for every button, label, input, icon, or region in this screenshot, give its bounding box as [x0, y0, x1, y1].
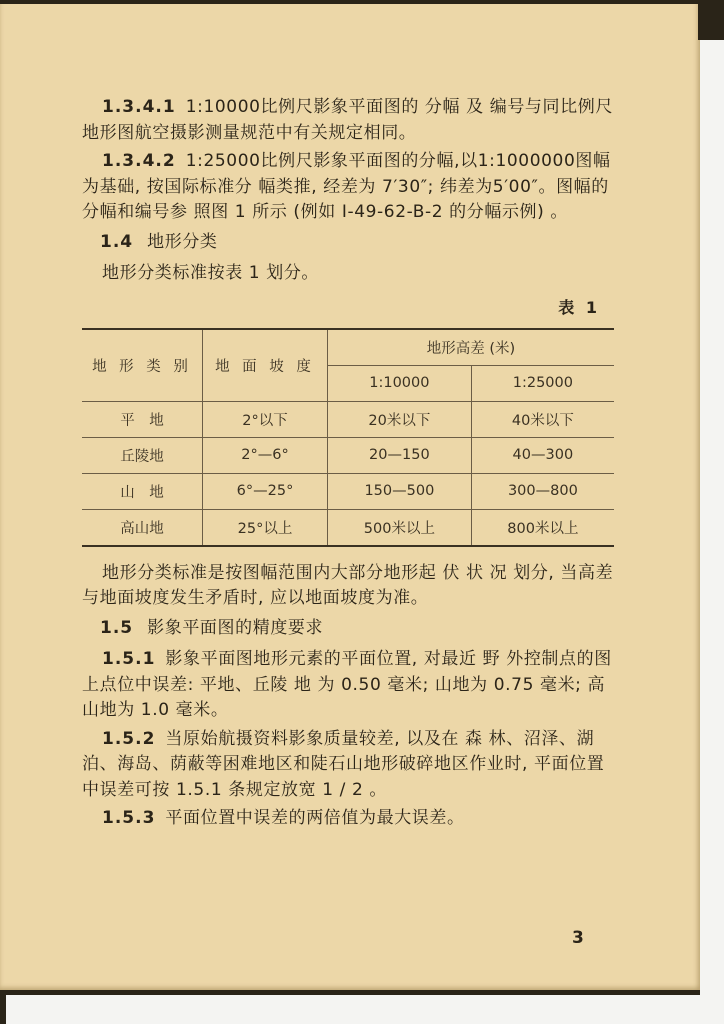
cell-diff-25000: 300—800 [471, 473, 614, 509]
clause-number: 1.5.2 [102, 728, 156, 749]
classification-note-paragraph: 地形分类标准是按图幅范围内大部分地形起 伏 状 况 划分, 当高差与地面坡度发生矛盾时, 应以地面坡度为准。 [82, 562, 614, 608]
clause-number: 1.3.4.1 [102, 97, 176, 117]
section-number: 1.4 [100, 231, 134, 252]
section-heading-1-5 [100, 616, 614, 642]
section-title: 影象平面图的精度要求 [147, 617, 324, 638]
clause-1-5-2 [82, 727, 614, 804]
clause-text: 影象平面图地形元素的平面位置, 对最近 野 外控制点的图上点位中误差: 平地、丘陵 地 为 0.50 毫米; 山地为 0.75 毫米; 高山地为 1.0 毫米。 [82, 649, 612, 720]
clause-number: 1.5.3 [102, 808, 156, 828]
clause-text: 当原始航摄资料影象质量较差, 以及在 森 林、沼泽、湖泊、海岛、荫蔽等困难地区和陡石山地形破碎地区作业时, 平面位置中误差可按 1.5.1 条规定放宽 1 / 2 。 [82, 728, 605, 800]
clause-text: 1:25000比例尺影象平面图的分幅,以1:1000000图幅为基础, 按国际标准分 幅类推, 经差为 7′30″; 纬差为5′00″。图幅的分幅和编号参 照图 1 所示 (例如 I-49-62-B-2 的分幅示例) 。 [82, 151, 611, 222]
cell-slope: 25°以上 [203, 509, 328, 546]
scan-edge-bottom [0, 990, 700, 995]
clause-1-3-4-2 [82, 149, 614, 226]
terrain-classification-table [82, 328, 614, 547]
table-reference-paragraph: 地形分类标准按表 1 划分。 [102, 263, 320, 283]
cell-diff-10000: 20米以下 [328, 401, 472, 437]
page-number: 3 [572, 928, 584, 948]
table-caption: 表 1 [558, 297, 600, 317]
cell-slope: 2°—6° [203, 437, 328, 473]
header-scale-25000: 1:25000 [471, 365, 614, 401]
cell-terrain-type: 丘陵地 [82, 437, 203, 473]
scan-edge-corner [698, 0, 724, 40]
table-row [82, 437, 614, 473]
clause-number: 1.5.1 [102, 649, 156, 669]
table-row [82, 401, 614, 437]
scan-edge-top [0, 0, 700, 4]
clause-1-5-1 [82, 647, 614, 724]
section-title: 地形分类 [147, 231, 218, 252]
clause-number: 1.3.4.2 [102, 151, 176, 171]
cell-slope: 6°—25° [203, 473, 328, 509]
cell-diff-10000: 20—150 [328, 437, 472, 473]
cell-terrain-type: 平 地 [82, 401, 203, 437]
cell-diff-25000: 800米以上 [471, 509, 614, 546]
cell-slope: 2°以下 [203, 401, 328, 437]
header-terrain-type: 地 形 类 别 [82, 329, 203, 402]
clause-text: 平面位置中误差的两倍值为最大误差。 [165, 808, 465, 828]
clause-1-3-4-1 [82, 95, 614, 146]
cell-terrain-type: 高山地 [82, 509, 203, 546]
cell-diff-25000: 40—300 [471, 437, 614, 473]
section-number: 1.5 [100, 617, 134, 638]
page-content [82, 95, 614, 835]
table-row [82, 473, 614, 509]
header-scale-10000: 1:10000 [328, 365, 472, 401]
cell-terrain-type: 山 地 [82, 473, 203, 509]
cell-diff-10000: 150—500 [328, 473, 472, 509]
table-row [82, 509, 614, 546]
clause-1-5-3 [82, 806, 614, 832]
table-header-row [82, 329, 614, 366]
header-height-difference: 地形高差 (米) [328, 329, 615, 366]
cell-diff-25000: 40米以下 [471, 401, 614, 437]
cell-diff-10000: 500米以上 [328, 509, 472, 546]
clause-text: 1:10000比例尺影象平面图的 分幅 及 编号与同比例尺地形图航空摄影测量规范中有关规定相同。 [82, 97, 613, 143]
section-heading-1-4 [100, 230, 614, 256]
header-ground-slope: 地 面 坡 度 [203, 329, 328, 402]
